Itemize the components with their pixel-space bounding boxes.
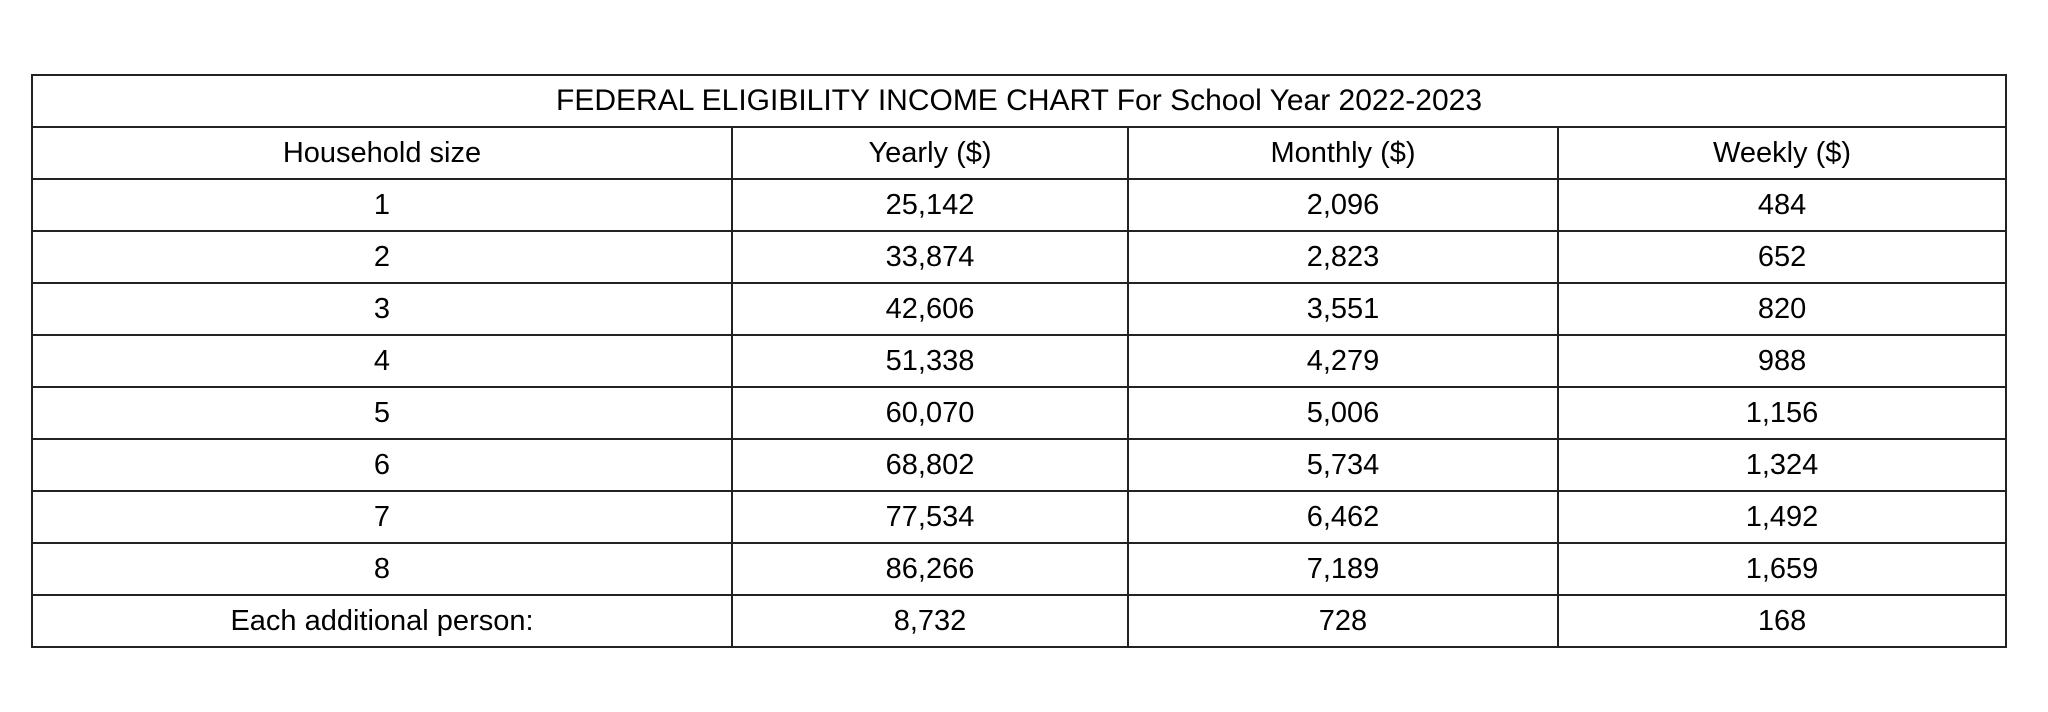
yearly-cell: 25,142 bbox=[732, 179, 1128, 231]
weekly-cell: 1,156 bbox=[1558, 387, 2006, 439]
monthly-cell: 2,823 bbox=[1128, 231, 1558, 283]
yearly-cell: 60,070 bbox=[732, 387, 1128, 439]
household-size-cell: 2 bbox=[32, 231, 732, 283]
household-size-cell: 5 bbox=[32, 387, 732, 439]
household-size-cell: 1 bbox=[32, 179, 732, 231]
monthly-cell: 728 bbox=[1128, 595, 1558, 647]
weekly-cell: 484 bbox=[1558, 179, 2006, 231]
table-row bbox=[32, 387, 2006, 439]
yearly-cell: 42,606 bbox=[732, 283, 1128, 335]
table-title-row bbox=[32, 75, 2006, 127]
table-row bbox=[32, 543, 2006, 595]
monthly-cell: 4,279 bbox=[1128, 335, 1558, 387]
yearly-cell: 51,338 bbox=[732, 335, 1128, 387]
income-eligibility-table bbox=[31, 74, 2007, 648]
monthly-cell: 7,189 bbox=[1128, 543, 1558, 595]
household-size-cell: 6 bbox=[32, 439, 732, 491]
column-header-monthly: Monthly ($) bbox=[1128, 127, 1558, 179]
column-header-yearly: Yearly ($) bbox=[732, 127, 1128, 179]
monthly-cell: 2,096 bbox=[1128, 179, 1558, 231]
table-row bbox=[32, 283, 2006, 335]
household-size-cell: 4 bbox=[32, 335, 732, 387]
column-header-household-size: Household size bbox=[32, 127, 732, 179]
weekly-cell: 820 bbox=[1558, 283, 2006, 335]
weekly-cell: 652 bbox=[1558, 231, 2006, 283]
yearly-cell: 86,266 bbox=[732, 543, 1128, 595]
column-header-weekly: Weekly ($) bbox=[1558, 127, 2006, 179]
monthly-cell: 5,006 bbox=[1128, 387, 1558, 439]
weekly-cell: 168 bbox=[1558, 595, 2006, 647]
yearly-cell: 68,802 bbox=[732, 439, 1128, 491]
table-row bbox=[32, 335, 2006, 387]
yearly-cell: 33,874 bbox=[732, 231, 1128, 283]
yearly-cell: 8,732 bbox=[732, 595, 1128, 647]
monthly-cell: 5,734 bbox=[1128, 439, 1558, 491]
household-size-cell: 3 bbox=[32, 283, 732, 335]
document-page bbox=[31, 74, 2005, 648]
yearly-cell: 77,534 bbox=[732, 491, 1128, 543]
weekly-cell: 1,324 bbox=[1558, 439, 2006, 491]
weekly-cell: 1,492 bbox=[1558, 491, 2006, 543]
monthly-cell: 3,551 bbox=[1128, 283, 1558, 335]
household-size-cell: Each additional person: bbox=[32, 595, 732, 647]
table-row bbox=[32, 179, 2006, 231]
table-row bbox=[32, 439, 2006, 491]
table-title: FEDERAL ELIGIBILITY INCOME CHART For School Year 2022-2023 bbox=[32, 75, 2006, 127]
table-row bbox=[32, 231, 2006, 283]
household-size-cell: 7 bbox=[32, 491, 732, 543]
table-row bbox=[32, 595, 2006, 647]
table-row bbox=[32, 491, 2006, 543]
weekly-cell: 1,659 bbox=[1558, 543, 2006, 595]
weekly-cell: 988 bbox=[1558, 335, 2006, 387]
monthly-cell: 6,462 bbox=[1128, 491, 1558, 543]
table-header-row bbox=[32, 127, 2006, 179]
household-size-cell: 8 bbox=[32, 543, 732, 595]
